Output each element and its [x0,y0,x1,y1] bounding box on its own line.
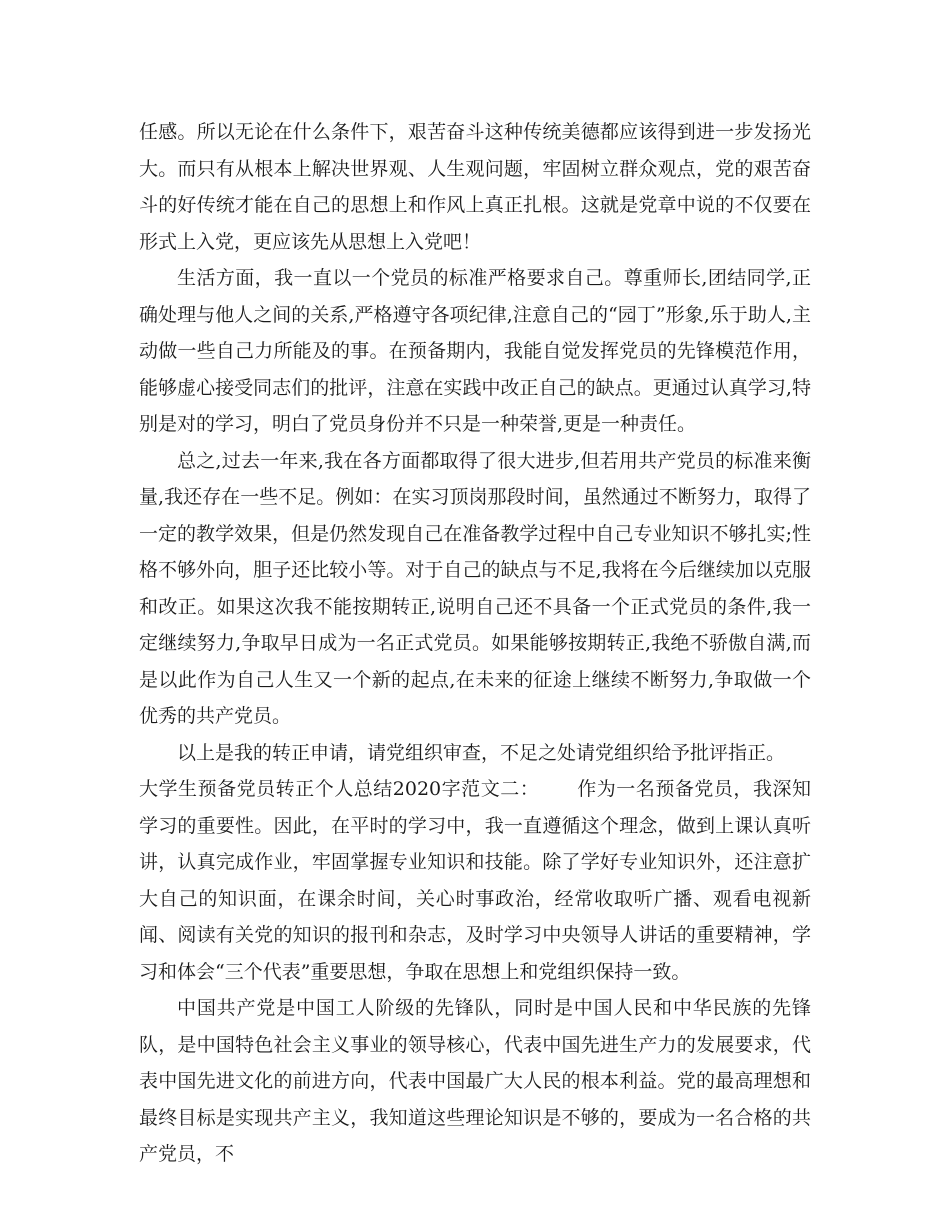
section-title: 大学生预备党员转正个人总结2020字范文二： [139,778,540,800]
section-paragraph [139,771,811,990]
paragraph-request: 以上是我的转正申请，请党组织审查，不足之处请党组织给予批评指正。 [177,741,786,764]
paragraph-continuation: 任感。所以无论在什么条件下，艰苦奋斗这种传统美德都应该得到进一步发扬光大。而只有从根本上解决世界观、人生观问题，牢固树立群众观点，党的艰苦奋斗的好传统才能在自己的思想上和作风上真正扎根。这就是党章中说的不仅要在形式上入党，更应该先从思想上入党吧！ [139,121,811,253]
paragraph-party: 中国共产党是中国工人阶级的先锋队，同时是中国人民和中华民族的先锋队，是中国特色社会主义事业的领导核心，代表中国先进生产力的发展要求，代表中国先进文化的前进方向，代表中国最广大人民的根本利益。党的最高理想和最终目标是实现共产主义，我知道这些理论知识是不够的，要成为一名合格的共产党员，不 [139,997,811,1165]
paragraph-life: 生活方面，我一直以一个党员的标准严格要求自己。尊重师长,团结同学,正确处理与他人之间的关系,严格遵守各项纪律,注意自己的“园丁”形象,乐于助人,主动做一些自己力所能及的事。在预备期内，我能自觉发挥党员的先锋模范作用，能够虚心接受同志们的批评，注意在实践中改正自己的缺点。更通过认真学习,特别是对的学习，明白了党员身份并不只是一种荣誉,更是一种责任。 [139,267,811,435]
paragraph-summary: 总之,过去一年来,我在各方面都取得了很大进步,但若用共产党员的标准来衡量,我还存在一些不足。例如：在实习顶岗那段时间，虽然通过不断努力，取得了一定的教学效果，但是仍然发现自己在准备教学过程中自己专业知识不够扎实;性格不够外向，胆子还比较小等。对于自己的缺点与不足,我将在今后继续加以克服和改正。如果这次我不能按期转正,说明自己还不具备一个正式党员的条件,我一定继续努力,争取早日成为一名正式党员。如果能够按期转正,我绝不骄傲自满,而是以此作为自己人生又一个新的起点,在未来的征途上继续不断努力,争取做一个优秀的共产党员。 [139,449,811,727]
document-body [139,114,811,1173]
section-first-paragraph: 作为一名预备党员，我深知学习的重要性。因此，在平时的学习中，我一直遵循这个理念，做到上课认真听讲，认真完成作业，牢固掌握专业知识和技能。除了学好专业知识外，还注意扩大自己的知识面，在课余时间，关心时事政治，经常收取听广播、观看电视新闻、阅读有关党的知识的报刊和杂志，及时学习中央领导人讲话的重要精神，学习和体会“三个代表”重要思想，争取在思想上和党组织保持一致。 [139,778,811,983]
